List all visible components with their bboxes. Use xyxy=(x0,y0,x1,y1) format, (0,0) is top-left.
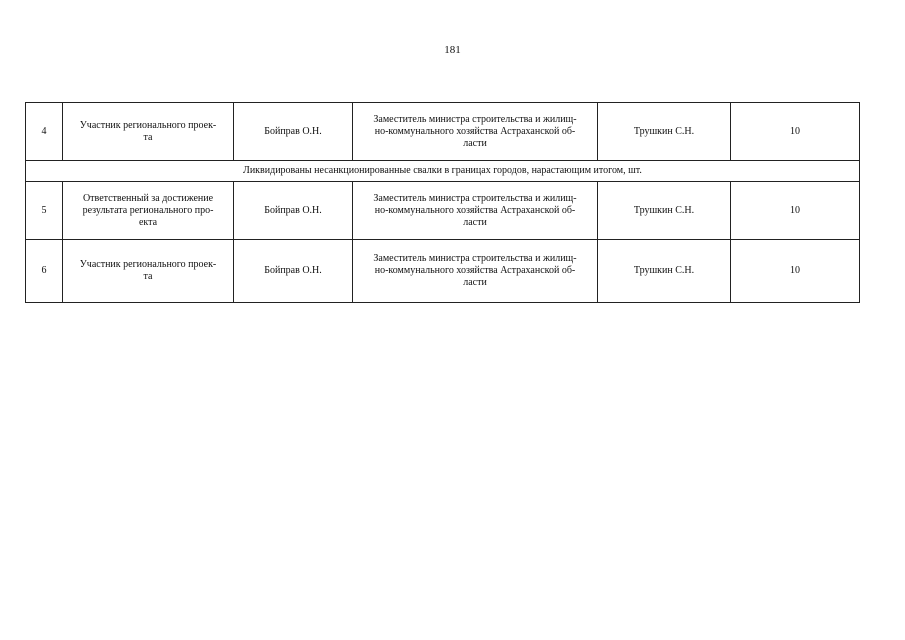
responsible-person-cell: Бойправ О.Н. xyxy=(234,240,353,303)
position-cell: Заместитель министра строительства и жилищ- но-коммунального хозяйства Астраханской об- ласти xyxy=(353,103,598,161)
role-cell: Ответственный за достижение результата регионального про- екта xyxy=(63,182,234,240)
value-cell: 10 xyxy=(731,103,860,161)
position-cell: Заместитель министра строительства и жилищ- но-коммунального хозяйства Астраханской об- ласти xyxy=(353,240,598,303)
supervisor-cell: Трушкин С.Н. xyxy=(598,240,731,303)
page-number: 181 xyxy=(444,44,461,56)
role-cell: Участник регионального проек- та xyxy=(63,103,234,161)
table-row xyxy=(26,103,860,161)
table-row xyxy=(26,182,860,240)
section-header-cell: Ликвидированы несанкционированные свалки в границах городов, нарастающим итогом, шт. xyxy=(26,161,860,182)
supervisor-cell: Трушкин С.Н. xyxy=(598,103,731,161)
value-cell: 10 xyxy=(731,240,860,303)
value-cell: 10 xyxy=(731,182,860,240)
responsibility-table xyxy=(25,102,860,303)
row-number-cell: 6 xyxy=(26,240,63,303)
role-cell: Участник регионального проек- та xyxy=(63,240,234,303)
row-number-cell: 4 xyxy=(26,103,63,161)
table-row xyxy=(26,240,860,303)
section-header-row xyxy=(26,161,860,182)
row-number-cell: 5 xyxy=(26,182,63,240)
responsible-person-cell: Бойправ О.Н. xyxy=(234,182,353,240)
responsible-person-cell: Бойправ О.Н. xyxy=(234,103,353,161)
position-cell: Заместитель министра строительства и жилищ- но-коммунального хозяйства Астраханской об- ласти xyxy=(353,182,598,240)
supervisor-cell: Трушкин С.Н. xyxy=(598,182,731,240)
